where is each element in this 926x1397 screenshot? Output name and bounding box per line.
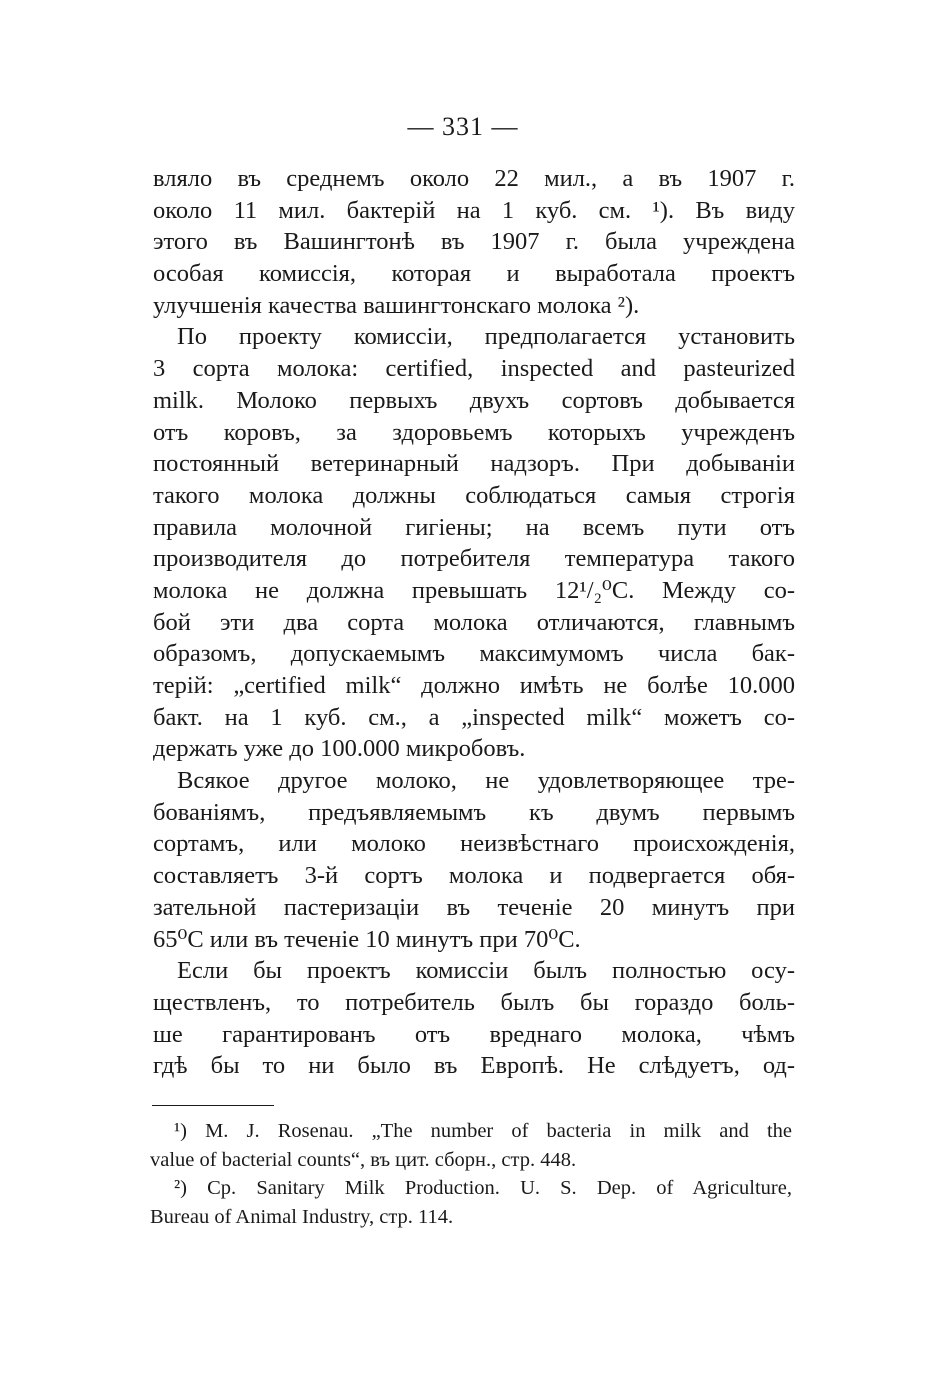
text-line: Всякое другое молоко, не удовлетворяющее тре- xyxy=(177,767,795,795)
text-line: вляло въ среднемъ около 22 мил., а въ 1907 г. xyxy=(153,165,795,192)
footnote-line: ²) Cp. Sanitary Milk Production. U. S. Dep. of Agriculture, xyxy=(174,1177,792,1199)
footnotes xyxy=(150,1117,792,1231)
text-line: сортамъ, или молоко неизвѣстнаго происхожденія, xyxy=(153,830,795,858)
text-line: молока не должна превышать 12¹/₂⁰С. Между со- xyxy=(153,576,795,604)
text-line: бованіямъ, предъявляемымъ къ двумъ первымъ xyxy=(153,798,795,826)
text-line: milk. Молоко первыхъ двухъ сортовъ добывается xyxy=(153,386,795,414)
text-line: отъ коровъ, за здоровьемъ которыхъ учрежденъ xyxy=(153,418,795,446)
text-line: зательной пастеризаціи въ теченіе 20 минутъ при xyxy=(153,893,795,921)
text-line: 65⁰С или въ теченіе 10 минутъ при 70⁰С. xyxy=(153,925,581,953)
text-line: улучшенія качества вашингтонскаго молока ²). xyxy=(153,291,640,319)
text-line: бой эти два сорта молока отличаются, главнымъ xyxy=(153,608,795,636)
text-line: 3 сорта молока: certified, inspected and pasteurized xyxy=(153,355,795,383)
footnote-line: Bureau of Animal Industry, стр. 114. xyxy=(150,1205,454,1228)
footnote-line: ¹) M. J. Rosenau. „The number of bacteria in milk and the xyxy=(174,1120,792,1142)
text-line: этого въ Вашингтонѣ въ 1907 г. была учреждена xyxy=(153,228,795,256)
text-line: терій: „certified milk“ должно имѣть не болѣе 10.000 xyxy=(153,672,795,699)
footnote-rule xyxy=(152,1105,274,1106)
footnote-line: value of bacterial counts“, въ цит. сборн., стр. 448. xyxy=(150,1148,577,1171)
text-line: ществленъ, то потребитель былъ бы гораздо боль- xyxy=(153,988,795,1016)
text-line: производителя до потребителя температура такого xyxy=(153,545,795,573)
text-line: около 11 мил. бактерій на 1 куб. см. ¹). Въ виду xyxy=(153,196,795,224)
text-line: образомъ, допускаемымъ максимумомъ числа бак- xyxy=(153,640,795,668)
text-line: По проекту комиссіи, предполагается установить xyxy=(177,323,795,351)
text-line: бакт. на 1 куб. см., а „inspected milk“ можетъ со- xyxy=(153,703,795,731)
body-text xyxy=(153,163,795,1082)
text-line: ше гарантированъ отъ вреднаго молока, чѣмъ xyxy=(153,1020,795,1048)
text-line: гдѣ бы то ни было въ Европѣ. Не слѣдуетъ, од- xyxy=(153,1052,795,1080)
text-line: правила молочной гигіены; на всемъ пути отъ xyxy=(153,513,795,541)
text-line: такого молока должны соблюдаться самыя строгія xyxy=(153,481,795,509)
text-line: постоянный ветеринарный надзоръ. При добываніи xyxy=(153,450,795,478)
text-line: держать уже до 100.000 микробовъ. xyxy=(153,735,526,763)
text-line: Если бы проектъ комиссіи былъ полностью осу- xyxy=(177,957,795,985)
text-line: особая комиссія, которая и выработала проектъ xyxy=(153,260,795,288)
page-number: — 331 — xyxy=(407,112,519,141)
text-line: составляетъ 3-й сортъ молока и подвергается обя- xyxy=(153,862,795,890)
